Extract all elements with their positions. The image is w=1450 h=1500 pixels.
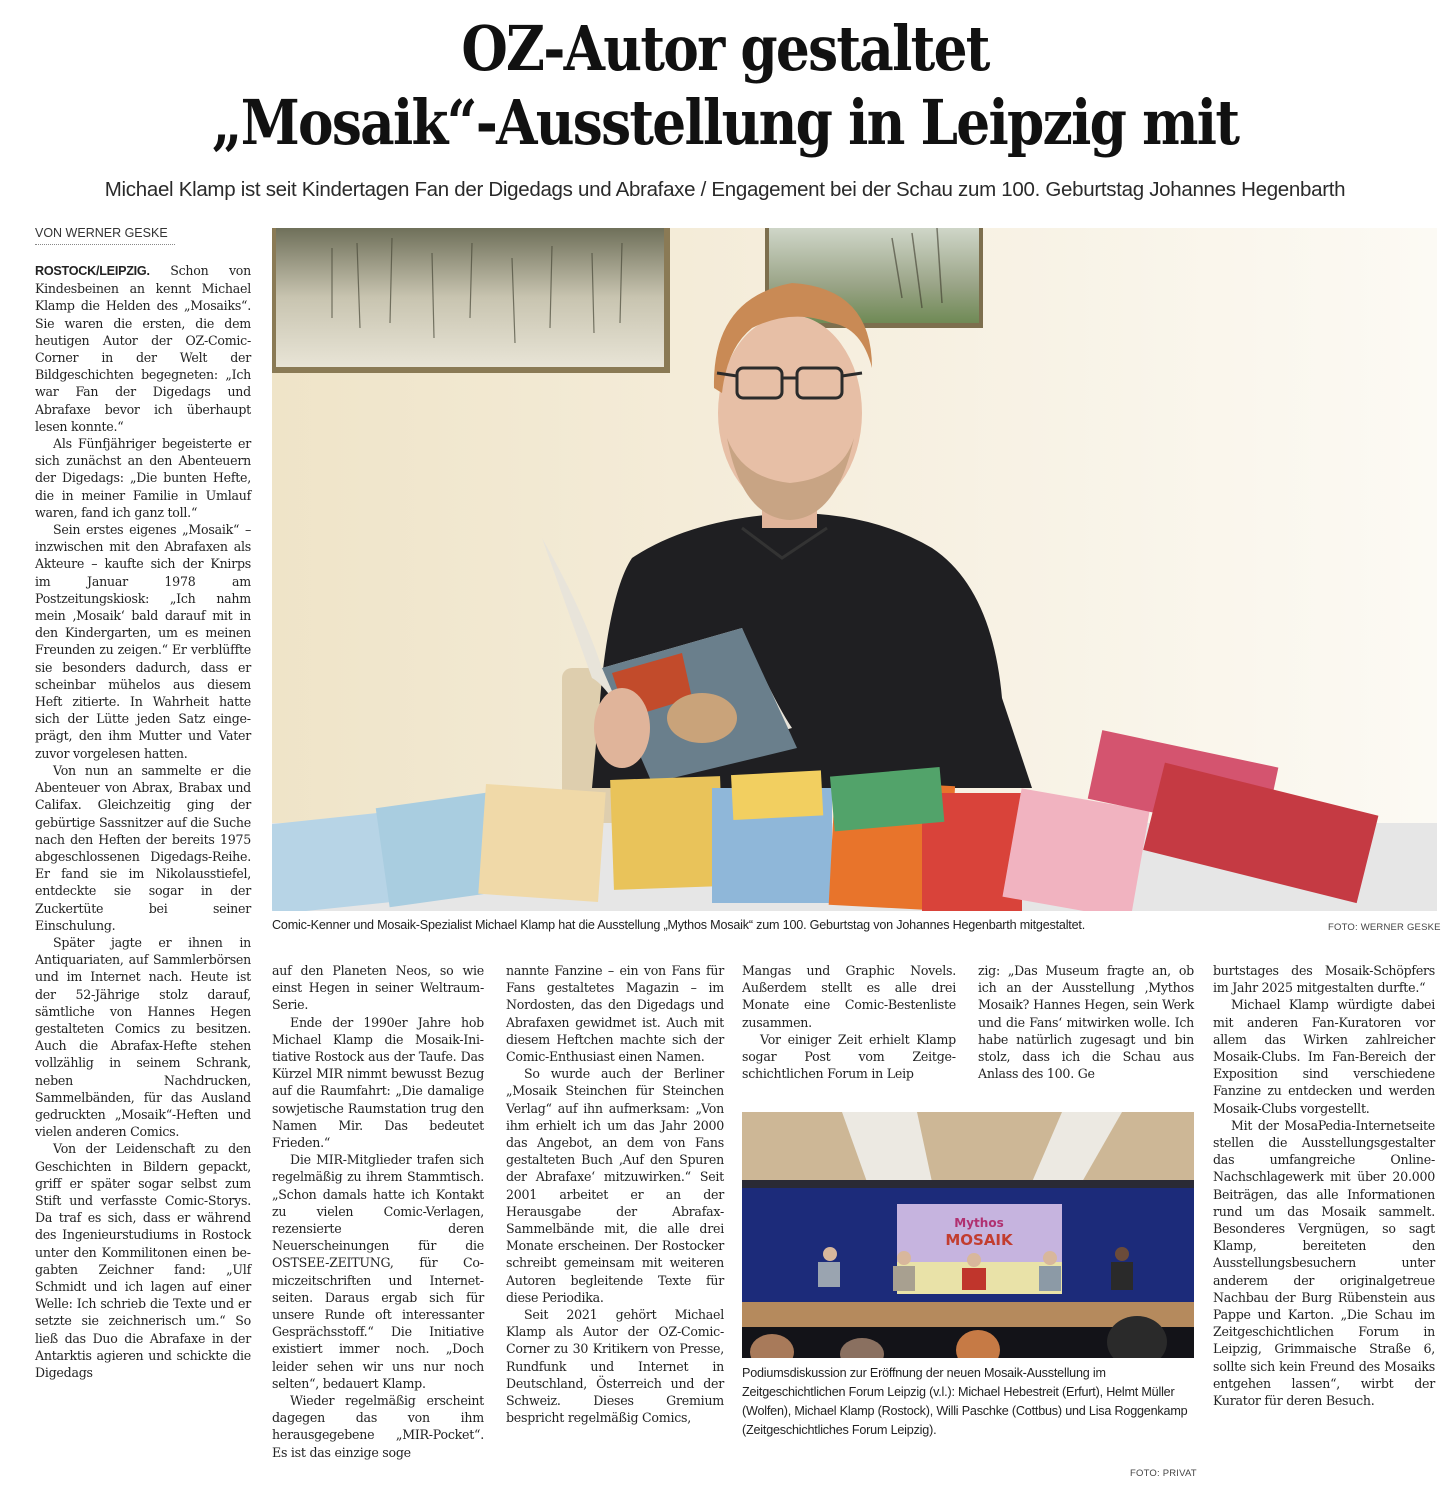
paragraph: burtstages des Mosaik-Schöpfers im Jahr 2025 mitgestalten durfte.“ — [1213, 963, 1435, 996]
paragraph: Von der Leidenschaft zu den Geschichten in Bildern gepackt, griff er später sogar selbst zum Stift und verfasste Comic-Storys. Da traf es sich, dass er während des Ingenieurstudiums in Rostock unter den Kommilitonen einen begabten Zeichner fand: „Ulf Schmidt und ich lagen auf einer Welle: Ich schrieb die Texte und er setzte sie zeichnerisch um.“ So ließ das Duo die Abrafaxe in der Antarktis agieren und schickte die Digedags — [35, 1141, 251, 1380]
screen-title-mythos: Mythos — [954, 1216, 1004, 1230]
paragraph: Später jagte er ihnen in Antiquariaten, auf Sammlerbörsen und im Internet nach. Heute ist der 52-Jährige stolz darauf, sämtliche von Hannes Hegen gestalteten Comics zu besitzen. Auch die Abrafax-Hefte stehen vollzählig in seinem Schrank, neben Nachdrucken, Sammelbänden, für das Ausland gedruckten „Mosaik“-Heften und vielen anderen Comics. — [35, 934, 251, 1140]
subheadline: Michael Klamp ist seit Kindertagen Fan der Digedags und Abrafaxe / Engagement bei der Schau zum 100. Geburtstag Johannes Hegenbarth — [104, 178, 1346, 201]
headline — [102, 12, 1349, 160]
paragraph: auf den Planeten Neos, so wie einst Hegen in seiner Weltraum-Serie. — [272, 963, 484, 1013]
column-4 — [742, 962, 956, 1082]
paragraph: Mit der MosaPedia-Internetseite stellen die Ausstellungsgestalter das umfangreiche Online-Nachschlagewerk mit über 20.000 Beiträgen, das alle Informationen rund um das Mosaik sammelt. Besonderes Vergnügen, so sagt Klamp, bereiteten den Ausstellungsbesuchern unter anderem der originalgetreue Nachbau der Burg Rübenstein aus Pappe und Karton. „Die Schau im Zeitgeschichtlichen Forum in Leipzig, Grimmaische Straße 6, sollte sich kein Freund des Mosaiks entgehen lassen“, wirbt der Kurator für deren Besuch. — [1213, 1117, 1435, 1409]
paragraph: Mangas und Graphic Novels. Außerdem stellt es alle drei Monate eine Comic-Bestenliste zusammen. — [742, 963, 956, 1030]
paragraph: Die MIR-Mitglieder trafen sich regelmäßig zu ihrem Stammtisch. „Schon damals hatte ich Kontakt zu vielen Comic-Verlagen, rezensierte deren Neuerscheinungen für die OSTSEE-ZEITUNG, für Comiczeitschriften und Internetseiten. Daraus ergab sich für unsere Runde oft interessanter Gesprächsstoff.“ Die Initiative existiert immer noch. „Doch leider sehen wir uns nur noch selten“, bedauert Klamp. — [272, 1152, 484, 1391]
paragraph: Michael Klamp würdigte dabei mit anderen Fan-Kuratoren vor allem das Wirken zahlreicher Mosaik-Clubs. Im Fan-Bereich der Exposition sind verschiedene Fanzine zu entdecken und werden Mosaik-Clubs vorgestellt. — [1213, 997, 1435, 1116]
main-photo — [272, 228, 1437, 911]
paragraph: Als Fünfjähriger begeisterte er sich zunächst an den Abenteuern der Digedags: „Die bunten Hefte, die in meiner Familie in Umlauf waren, fand ich ganz toll.“ — [35, 436, 251, 520]
screen-title-mosaik: MOSAIK — [945, 1231, 1013, 1249]
paragraph: Von nun an sammelte er die Abenteuer von Abrax, Brabax und Califax. Gleichzeitig ging der gebürtige Sassnitzer auf die Suche nach den Heften der bereits 1975 abgeschlossenen Digedags-Reihe. Er fand sie im Nikolausstiefel, entdeckte sie sogar in der Zuckertüte bei seiner Einschulung. — [35, 762, 251, 933]
column-5 — [978, 962, 1194, 1082]
byline: VON WERNER GESKE — [35, 226, 175, 245]
main-photo-credit: FOTO: WERNER GESKE — [1328, 922, 1441, 933]
photo-panel-discussion — [742, 1112, 1194, 1358]
paragraph: Ende der 1990er Jahre hob Michael Klamp die Mosaik-Initiative Rostock aus der Taufe. Das Kürzel MIR nimmt bewusst Bezug auf die Raumfahrt: „Die damalige sowjetische Raumstation trug den Namen Mir. Das bedeutet Frieden.“ — [272, 1014, 484, 1151]
headline-line-2: „Mosaik“-Ausstellung in Leipzig mit — [211, 86, 1239, 159]
column-1 — [35, 262, 251, 1381]
main-photo-caption: Comic-Kenner und Mosaik-Spezialist Michael Klamp hat die Ausstellung „Mythos Mosaik“ zum 100. Geburtstag von Johannes Hegenbarth mitgestaltet. — [272, 918, 1085, 932]
paragraph: Wieder regelmäßig erscheint dagegen das von ihm herausgegebene „MIR-Pocket“. Es ist das einzige soge — [272, 1393, 484, 1460]
headline-line-1: OZ-Autor gestaltet — [461, 12, 989, 85]
panel-discussion-photo — [742, 1112, 1194, 1358]
panel-photo-caption: Podiumsdiskussion zur Eröffnung der neuen Mosaik-Ausstellung im Zeitgeschichtlichen Forum Leipzig (v.l.): Michael Hebestreit (Erfurt), Helmt Müller (Wolfen), Michael Klamp (Rostock), Willi Paschke (Cottbus) und Lisa Roggenkamp (Zeitgeschichtliches Forum Leipzig). — [742, 1366, 1188, 1437]
column-2 — [272, 962, 484, 1461]
paragraph: Seit 2021 gehört Michael Klamp als Autor der OZ-Comic-Corner zu 30 Kritikern von Presse, Rundfunk und Internet in Deutschland, Österreich und der Schweiz. Dieses Gremium bespricht regelmäßig Comics, — [506, 1307, 724, 1426]
dateline: ROSTOCK/LEIPZIG. — [35, 264, 150, 278]
column-3 — [506, 962, 724, 1426]
column-6 — [1213, 962, 1435, 1409]
panel-photo-credit: FOTO: PRIVAT — [1130, 1468, 1197, 1479]
paragraph: Vor einiger Zeit erhielt Klamp sogar Post vom Zeitgeschichtlichen Forum in Leip — [742, 1031, 956, 1082]
paragraph: nannte Fanzine – ein von Fans für Fans gestaltetes Magazin – im Nordosten, das den Digedags und Abrafaxen gewidmet ist. Auch mit diesem Heftchen machte sich der Comic-Enthusiast einen Namen. — [506, 963, 724, 1065]
paragraph-text: Schon von Kindesbeinen an kennt Michael Klamp die Helden des „Mosaiks“. Sie waren die ersten, die dem heutigen Autor der OZ-Comic-Corner in der Welt der Bildgeschichten begegneten: „Ich war Fan der Digedags und Abrafaxe bevor ich überhaupt lesen konnte.“ — [35, 263, 251, 434]
paragraph: Sein erstes eigenes „Mosaik“ – inzwischen mit den Abrafaxen als Akteure – kaufte sich der Knirps im Januar 1978 am Postzeitungskiosk: „Ich nahm mein ‚Mosaik‘ bald darauf mit in den Kindergarten, um es meinen Freunden zu zeigen.“ Er verblüffte sie besonders dadurch, dass er scheinbar mühelos aus diesem Heft zitierte. In Wahrheit hatte sich der Lütte jeden Satz eingeprägt, den ihm Mutter und Vater zuvor vorgelesen hatten. — [35, 522, 251, 761]
paragraph: zig: „Das Museum fragte an, ob ich an der Ausstellung ‚Mythos Mosaik? Hannes Hegen, sein Werk und die Fans‘ mitwirken wolle. Ich habe natürlich zugesagt und bin stolz, dass ich die Schau aus Anlass des 100. Ge — [978, 963, 1194, 1082]
paragraph: So wurde auch der Berliner „Mosaik Steinchen für Steinchen Verlag“ auf ihn aufmerksam: „Von ihm erhielt ich um das Jahr 2000 das Angebot, an dem von Fans gestalteten Buch ‚Auf den Spuren der Abrafaxe‘ mitzuwirken.“ Seit 2001 arbeitet er an der Herausgabe der Abrafax-Sammelbände mit, die alle drei Monate erscheinen. Der Rostocker schreibt gemeinsam mit weiteren Autoren begleitende Texte für diese Periodika. — [506, 1066, 724, 1305]
photo-michael-klamp-with-comics — [272, 228, 1437, 911]
paragraph — [35, 262, 251, 435]
